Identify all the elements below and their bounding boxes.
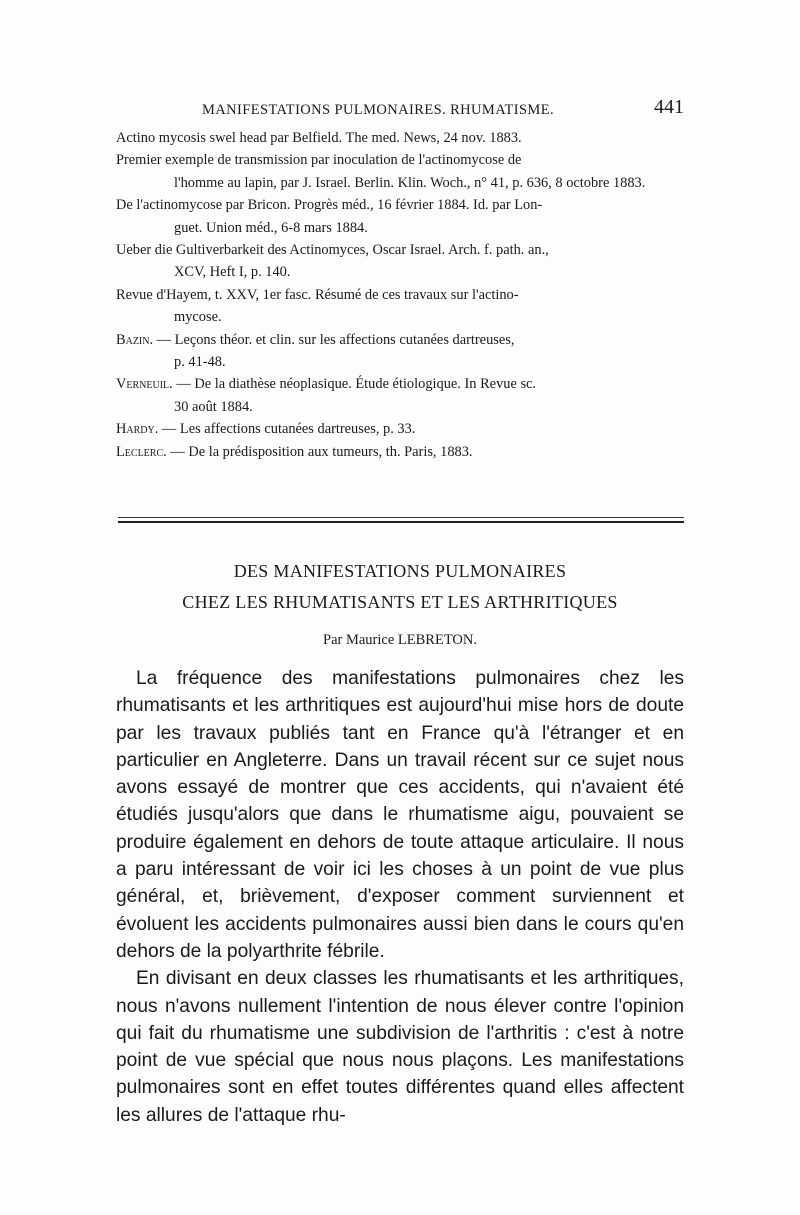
article-title-line-2: CHEZ LES RHUMATISANTS ET LES ARTHRITIQUES	[182, 592, 618, 612]
entry-author: Leclerc.	[116, 443, 167, 460]
section-divider	[118, 517, 684, 523]
bibliography-entry	[116, 418, 684, 440]
entry-continuation: XCV, Heft I, p. 140.	[174, 264, 291, 281]
paragraph: La fréquence des manifestations pulmonaires chez les rhumatisants et les arthritiques est aujourd'hui mise hors de doute par les travaux publiés tant en France qu'à l'étranger et en particulier en Angleterre. Dans un travail récent sur ce sujet nous avons essayé de montrer que ces accidents, qui n'avaient été étudiés jusqu'alors que dans le rhumatisme aigu, pouvaient se produire également en dehors de toute attaque articulaire. Il nous a paru intéressant de voir ici les choses à un point de vue plus général, et, brièvement, d'exposer comment surviennent et évoluent les accidents pulmonaires aussi bien dans le cours qu'en dehors de la polyarthrite fébrile.	[116, 668, 684, 962]
bibliography-entry	[116, 194, 684, 239]
entry-author: Hardy.	[116, 421, 159, 438]
bibliography-entry	[116, 149, 684, 194]
entry-text: — Leçons théor. et clin. sur les affections cutanées dartreuses,	[153, 331, 515, 348]
paragraph: En divisant en deux classes les rhumatisants et les arthritiques, nous n'avons nullement l'intention de nous élever contre l'opinion qui fait du rhumatisme une subdivision de l'arthritis : c'est à notre point de vue spécial que nous nous plaçons. Les manifestations pulmonaires sont en effet toutes différentes quand elles affectent les allures de l'attaque rhu-	[116, 968, 684, 1126]
article-title-line-1: DES MANIFESTATIONS PULMONAIRES	[233, 561, 567, 581]
article-body	[116, 665, 684, 1129]
entry-text: — Les affections cutanées dartreuses, p. 33.	[158, 421, 416, 438]
divider-thick-line	[118, 521, 684, 523]
entry-text: Ueber die Gultiverbarkeit des Actinomyces, Oscar Israel. Arch. f. path. an.,	[116, 242, 549, 259]
bibliography-entry	[116, 373, 684, 418]
entry-text: — De la prédisposition aux tumeurs, th. Paris, 1883.	[166, 443, 473, 460]
bibliography-list	[116, 127, 684, 463]
bibliography-entry	[116, 441, 684, 463]
entry-continuation: l'homme au lapin, par J. Israel. Berlin. Klin. Woch., n° 41, p. 636, 8 octobre 1883.	[174, 174, 646, 191]
entry-continuation: p. 41-48.	[174, 354, 226, 371]
entry-text: Actino mycosis swel head par Belfield. The med. News, 24 nov. 1883.	[116, 130, 522, 146]
running-head-title: MANIFESTATIONS PULMONAIRES. RHUMATISME.	[202, 102, 554, 118]
entry-text: — De la diathèse néoplasique. Étude étiologique. In Revue sc.	[172, 376, 537, 393]
entry-text: De l'actinomycose par Bricon. Progrès méd., 16 février 1884. Id. par Lon-	[116, 197, 543, 214]
entry-author: Verneuil.	[116, 376, 173, 393]
bibliography-entry	[116, 239, 684, 284]
entry-continuation: mycose.	[174, 309, 222, 326]
article-author: Par Maurice LEBRETON.	[323, 632, 477, 648]
entry-text: Premier exemple de transmission par inoculation de l'actinomycose de	[116, 152, 522, 169]
page-number: 441	[654, 96, 684, 118]
entry-continuation: guet. Union méd., 6-8 mars 1884.	[174, 219, 368, 236]
entry-author: Bazin.	[116, 331, 154, 348]
running-head	[116, 96, 684, 124]
bibliography-entry	[116, 329, 684, 374]
entry-continuation: 30 août 1884.	[174, 398, 253, 415]
entry-text: Revue d'Hayem, t. XXV, 1er fasc. Résumé de ces travaux sur l'actino-	[116, 286, 519, 303]
bibliography-entry	[116, 127, 684, 149]
bibliography-entry	[116, 284, 684, 329]
